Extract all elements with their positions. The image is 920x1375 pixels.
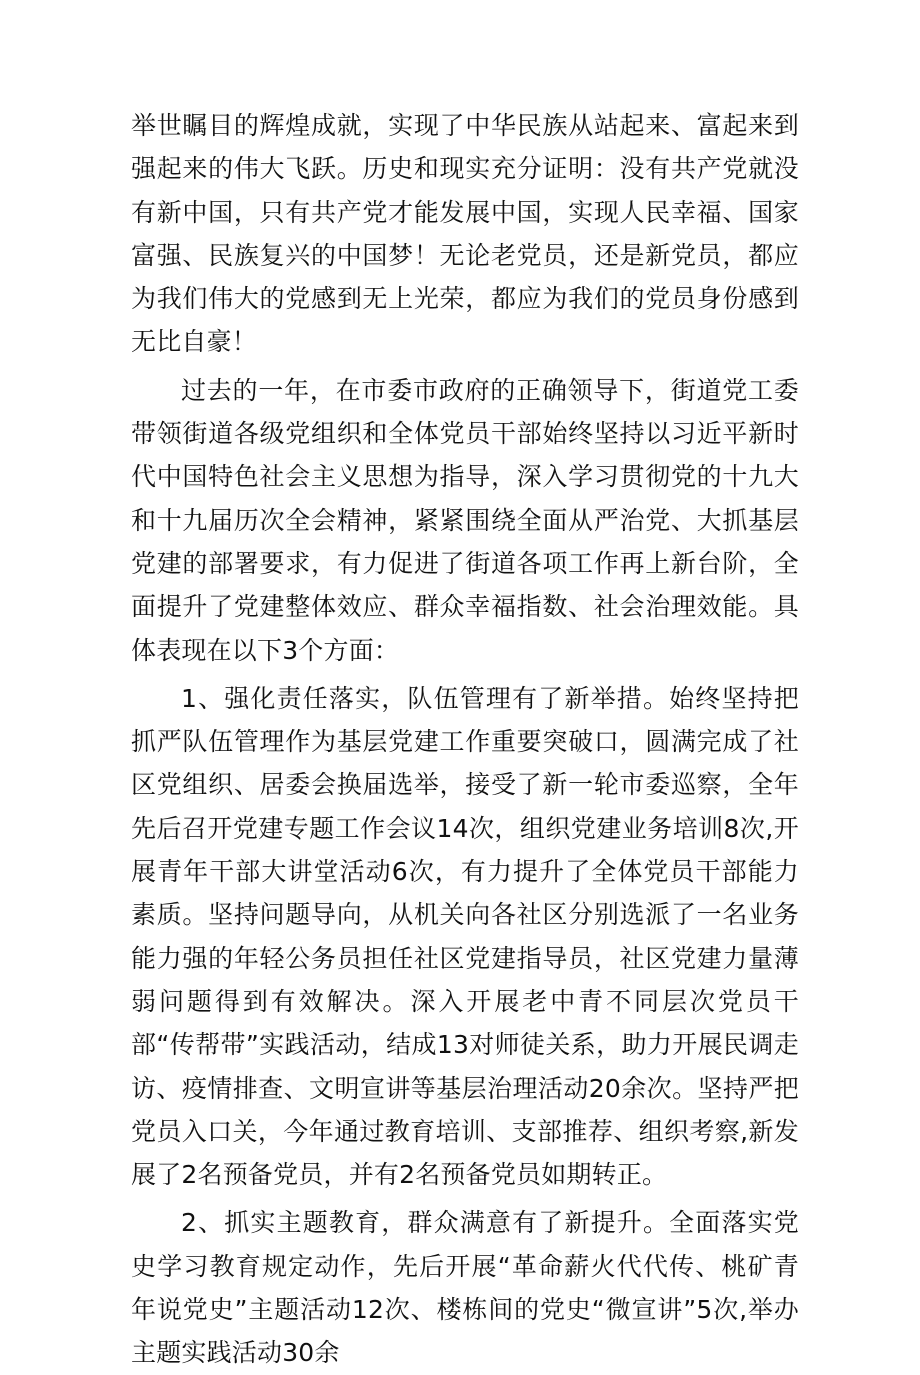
- paragraph-2: 过去的一年，在市委市政府的正确领导下，街道党工委带领街道各级党组织和全体党员干部始终坚持以习近平新时代中国特色社会主义思想为指导，深入学习贯彻党的十九大和十九届历次全会精神，紧紧围绕全面从严治党、大抓基层党建的部署要求，有力促进了街道各项工作再上新台阶，全面提升了党建整体效应、群众幸福指数、社会治理效能。具体表现在以下3个方面：: [131, 375, 799, 665]
- paragraph-4: 2、抓实主题教育，群众满意有了新提升。全面落实党史学习教育规定动作，先后开展“革命薪火代代传、桃矿青年说党史”主题活动12次、楼栋间的党史“微宣讲”5次,举办主题实践活动30余: [131, 1208, 799, 1368]
- paragraph-1: 举世瞩目的辉煌成就，实现了中华民族从站起来、富起来到强起来的伟大飞跃。历史和现实充分证明：没有共产党就没有新中国，只有共产党才能发展中国，实现人民幸福、国家富强、民族复兴的中国梦！无论老党员，还是新党员，都应为我们伟大的党感到无上光荣，都应为我们的党员身份感到无比自豪！: [131, 111, 799, 357]
- paragraph-3: 1、强化责任落实，队伍管理有了新举措。始终坚持把抓严队伍管理作为基层党建工作重要突破口，圆满完成了社区党组织、居委会换届选举，接受了新一轮市委巡察，全年先后召开党建专题工作会议14次，组织党建业务培训8次,开展青年干部大讲堂活动6次，有力提升了全体党员干部能力素质。坚持问题导向，从机关向各社区分别选派了一名业务能力强的年轻公务员担任社区党建指导员，社区党建力量薄弱问题得到有效解决。深入开展老中青不同层次党员干部“传帮带”实践活动，结成13对师徒关系，助力开展民调走访、疫情排查、文明宣讲等基层治理活动20余次。坚持严把党员入口关，今年通过教育培训、支部推荐、组织考察,新发展了2名预备党员，并有2名预备党员如期转正。: [131, 683, 799, 1190]
- document-body: [131, 104, 799, 1375]
